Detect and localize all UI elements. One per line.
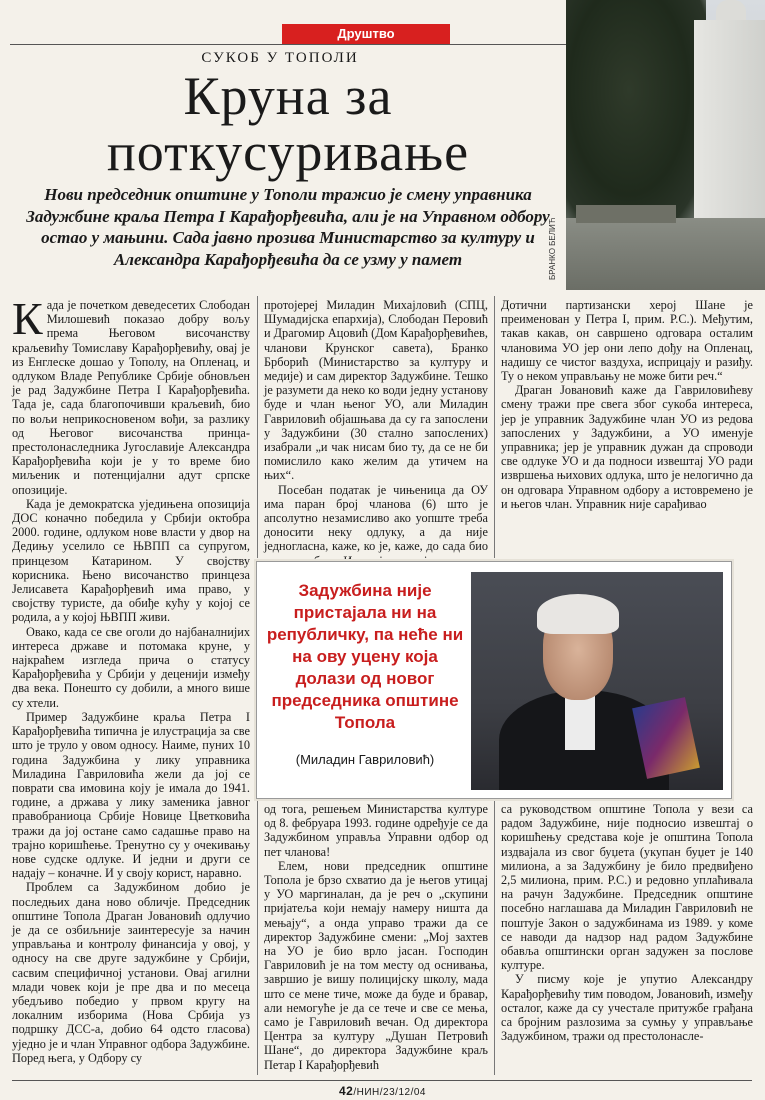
- paragraph: Када је демократска уједињена опозиција ДОС коначно победила у Србији октобра 2000. године, одлуком нове власти у двор на Дедињу уселило се ЊВПП са супругом, принцезом Катарином. У својству корисника. Њено височанство принцеза Јелисавета Карађорђевић има право, у својству туристе, да обиђе кућу у којој се родила, а у којој ЊВПП живи.: [12, 496, 250, 625]
- column-1: [12, 293, 250, 1078]
- page-footer: [0, 1084, 765, 1098]
- header-photo: [566, 0, 765, 290]
- column-rule: [257, 800, 258, 1075]
- column-rule: [494, 800, 495, 1075]
- paragraph: са руководством општине Топола у вези са радом Задужбине, није подносио извештај о коришћењу средстава које је општина Топола издвајала из свог буџета (укупан буџет је 140 милиона, а за Задужбину је било предвиђено 2,5 милиона, прим. Р.С.) и редовно уплаћивала на рачун Задужбине. Председник општине посебно наглашава да Миладин Гавриловић не поштује Закон о задужбинама из 1989. у коме се наводи да надзор над радом Задужбине обавља општински орган задужен за послове културе.: [501, 802, 753, 973]
- pull-quote-author: (Миладин Гавриловић): [295, 752, 435, 767]
- pull-quote-text: Задужбина није пристајала ни на републичку, па неће ни на ову уцену која долази од новог председника општине Топола: [266, 581, 464, 732]
- headline: [10, 68, 566, 180]
- magazine-issue: /НИН/23/12/04: [353, 1087, 426, 1098]
- top-rule: [10, 44, 566, 45]
- paragraph: Када је почетком деведесетих Слободан Милошевић показао добру вољу према Његовом височанству краљевићу Томиславу Карађорђевићу, овај је из Енглеске дошао у Тополу, на Опленац, и одлуком Владе Републике Србије обновљен је рад Задужбине Петра I Карађорђевића. Тада је, сада благопочивши краљевић, био по вољи неприкосновеном вођи, за разлику од Његовог височанства принца-престолонаследника Југославије Александра Карађорђевића који је у то време био миљеник и потенцијални адут српске опозиције.: [12, 293, 250, 497]
- portrait-photo: [471, 572, 723, 790]
- paragraph: протојереј Миладин Михајловић (СПЦ, Шумадијска епархија), Слободан Перовић и Драгомир Ацовић (Дом Карађорђевићев, чланови Крунског савета), Бранко Брборић (Министарство за културу и медије) и сам директор Задужбине. Тешко је разумети да неко ко води једну установу буде и члан њеног УО, али Миладин Гавриловић објашњава да су гa запослени у Задужбини (30 стално запослених) изабрали „и чак нисам био ту, да се не би помислило како желим да утичем на њих“.: [264, 298, 488, 483]
- paragraph: Овако, када се све оголи до најбаналнијих интереса државе и потомака круне, у најкраћем изгледа прича о статусу Карађорђевића у Србији у деценији између два века. Понешто су добили, а много вишe су хтели.: [12, 624, 250, 710]
- column-2-bottom: [264, 802, 488, 1078]
- paragraph: Дотични партизански херој Шане је преименован у Петра I, прим. Р.С.). Међутим, такав какав, он савршено одговара осталим члановима УО јер они лепо дођу на Опленац, надишу се чистог ваздуха, исприцају и разиђу. Ту о неком управљању не може бити реч.“: [501, 298, 753, 384]
- footer-rule: [12, 1080, 752, 1081]
- paragraph: Посебан податак је чињеница да ОУ има паран број чланова (6) што је апсолутно незамисливо ако уопште треба доносити неку одлуку, а да није једногласна, каже, ко је, каже, до сада био: [264, 482, 488, 554]
- photo-ground: [566, 218, 765, 290]
- column-rule: [494, 296, 495, 558]
- section-tag: Друштво: [282, 24, 450, 44]
- paragraph: Елем, нови председник општине Топола је брзо схватио да је његов утицај у УО маргиналан, да је реч о „скупини пријатеља који немају намеру ништа да мењају“, а онда управо тражи да се директор Задужбине смени: „Мој захтев на УО је био врло јасан. Господин Гавриловић је на том месту од оснивања, завршио је вишу полицијску школу, мада што се мене тиче, може да буде и бравар, али немогуће је да се тече и све се мења, само је Гавриловић вечан. Од директора Центра за културу „Душан Петровић Шане“, до директора Задужбине краљ Петар I Карађорђевић: [264, 858, 488, 1072]
- paragraph: Проблем са Задужбином добио је последњих дана ново обличје. Председник општине Топола Драган Јовановић одлучио је да се озбиљније заинтересује за начин управљања и контролу финансија у овој, у односу на све друге задужбине у Србији, сасвим специфичној установи. Овај агилни млади човек који је пре два и по месеца убедљиво победио у првом кругу на локалним изборима (Нова Србија уз подршку ДСС-а, добио 64 одсто гласова) уједно је и члан Управног одбора Задужбине. Поред њега, у Одбору су: [12, 880, 250, 1065]
- headline-line-1: Круна за: [183, 66, 393, 126]
- paragraph: Пример Задужбине краља Петра I Карађорђевића типична је илустрација за све што је труло у овом односу. Наиме, пуних 10 година Задужбина у лику управника Миладина Гавриловића жели да јој се поврати сва имовина коју је имала до 1941. године, а држава у лику заменика јавног правобраниоца Србије Новице Цветковића тражи да јој остане само садашње право на трајно коришћење. Тренутно су у очекивању нове судске одлуке. И једни и други се надају – коначне. И у своју корист, наравно.: [12, 709, 250, 881]
- photo-wall: [576, 205, 676, 223]
- page-number: 42: [339, 1084, 354, 1098]
- paragraph: од тога, решењем Министарства културе од 8. фебруара 1993. године одређује се да Задужбином управља Управни одбор од пет чланова!: [264, 802, 488, 859]
- column-3-top: [501, 298, 753, 558]
- column-3-bottom: [501, 802, 753, 1078]
- column-2-top: [264, 298, 488, 558]
- paragraph: Драган Јовановић каже да Гавриловићеву смену тражи пре свега због сукоба интереса, јер је управник Задужбине члан УО из редова запослених у Задужбини, а УО именује управника; јер је управник дужан да спроводи све одлуке УО и да подноси извештај УО ради извршења њихових одлука, што је нелогично да он одговара Управном одбору а истовремено је и његов члан. Управник није сарађивао: [501, 383, 753, 511]
- kicker: СУКОБ У ТОПОЛИ: [201, 50, 359, 66]
- drop-cap: К: [12, 293, 43, 344]
- photo-tree: [566, 0, 706, 225]
- photo-credit: БРАНКО БЕЛИЋ: [548, 217, 557, 280]
- paragraph: У писму које је упутио Александру Карађорђевићу тим поводом, Јовановић, између осталог, каже да су учестале притужбе грађана са бројним разлозима за сумњу у управљање Задужбином, тражи од престолонасле-: [501, 972, 753, 1044]
- column-rule: [257, 296, 258, 558]
- headline-line-2: поткусуривање: [106, 122, 470, 182]
- photo-church: [694, 20, 765, 220]
- portrait-hair: [537, 594, 619, 634]
- pull-quote-box: [256, 561, 732, 799]
- lede: Нови председник општине у Тополи тражио је смену управника Задужбине краља Петра I Карађорђевића, али је на Управном одбору остао у мањини. Сада јавно прозива Министарство за културу и Александра Карађорђевића да се узму у памет: [26, 185, 550, 269]
